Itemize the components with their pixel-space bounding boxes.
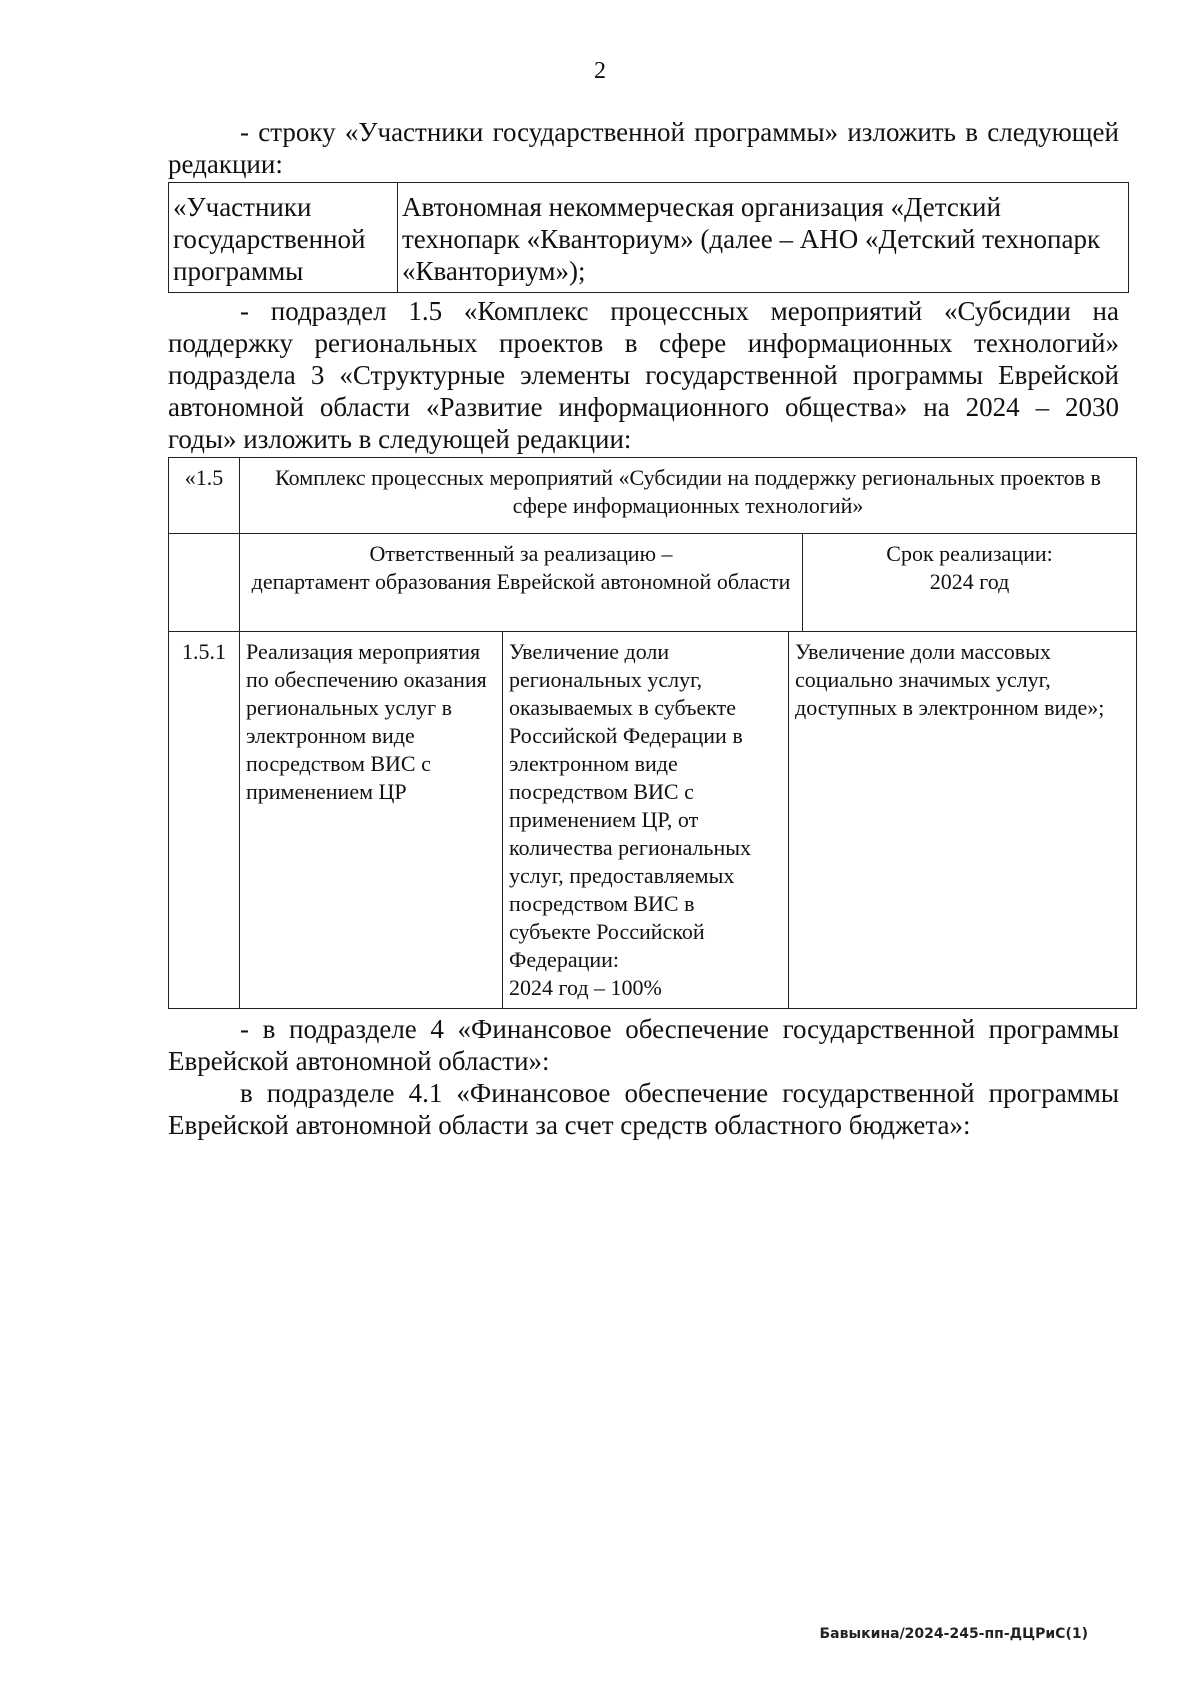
paragraph-financing-budget: в подразделе 4.1 «Финансовое обеспечение государственной программы Еврейской автономной области за счет средств областного бюджета»: bbox=[168, 1078, 1119, 1140]
participants-value-cell: Автономная некоммерческая организация «Детский технопарк «Кванториум» (далее – АНО «Детский технопарк «Кванториум»); bbox=[398, 183, 1129, 293]
document-footer-code: Бавыкина/2024-245-пп-ДЦРиС(1) bbox=[819, 1626, 1088, 1642]
complex-title-cell: Комплекс процессных мероприятий «Субсидии на поддержку региональных проектов в сфере информационных технологий» bbox=[240, 458, 1137, 534]
task-cell: Реализация мероприятия по обеспечению оказания региональных услуг в электронном виде посредством ВИС с применением ЦР bbox=[240, 632, 503, 1009]
process-measures-table bbox=[168, 457, 1137, 1009]
participants-table bbox=[168, 182, 1129, 293]
paragraph-subsection-intro: - подраздел 1.5 «Комплекс процессных мероприятий «Субсидии на поддержку региональных проектов в сфере информационных технологий» подраздела 3 «Структурные элементы государственной программы Еврейской автономной области «Развитие информационного общества» на 2024 – 2030 годы» изложить в следующей редакции: bbox=[168, 296, 1119, 454]
document-body bbox=[168, 116, 1119, 1141]
term-cell: Срок реализации: 2024 год bbox=[803, 534, 1137, 632]
table-row bbox=[169, 534, 1137, 632]
row-number-cell: «1.5 bbox=[169, 458, 240, 534]
result-cell: Увеличение доли массовых социально значимых услуг, доступных в электронном виде»; bbox=[789, 632, 1137, 1009]
participants-label-cell: «Участники государственной программы bbox=[169, 183, 398, 293]
empty-cell bbox=[169, 534, 240, 632]
indicator-cell: Увеличение доли региональных услуг, оказываемых в субъекте Российской Федерации в электронном виде посредством ВИС с применением ЦР, от количества региональных услуг, предоставляемых посредством ВИС в субъекте Российской Федерации: 2024 год – 100% bbox=[503, 632, 789, 1009]
table-row bbox=[169, 458, 1137, 534]
page-number: 2 bbox=[594, 58, 606, 84]
table-row bbox=[169, 183, 1129, 293]
table-row bbox=[169, 632, 1137, 1009]
paragraph-financing: - в подразделе 4 «Финансовое обеспечение государственной программы Еврейской автономной области»: bbox=[168, 1014, 1119, 1076]
paragraph-participants-intro: - строку «Участники государственной программы» изложить в следующей редакции: bbox=[168, 117, 1119, 179]
responsible-cell: Ответственный за реализацию – департамент образования Еврейской автономной области bbox=[240, 534, 803, 632]
row-number-cell: 1.5.1 bbox=[169, 632, 240, 1009]
